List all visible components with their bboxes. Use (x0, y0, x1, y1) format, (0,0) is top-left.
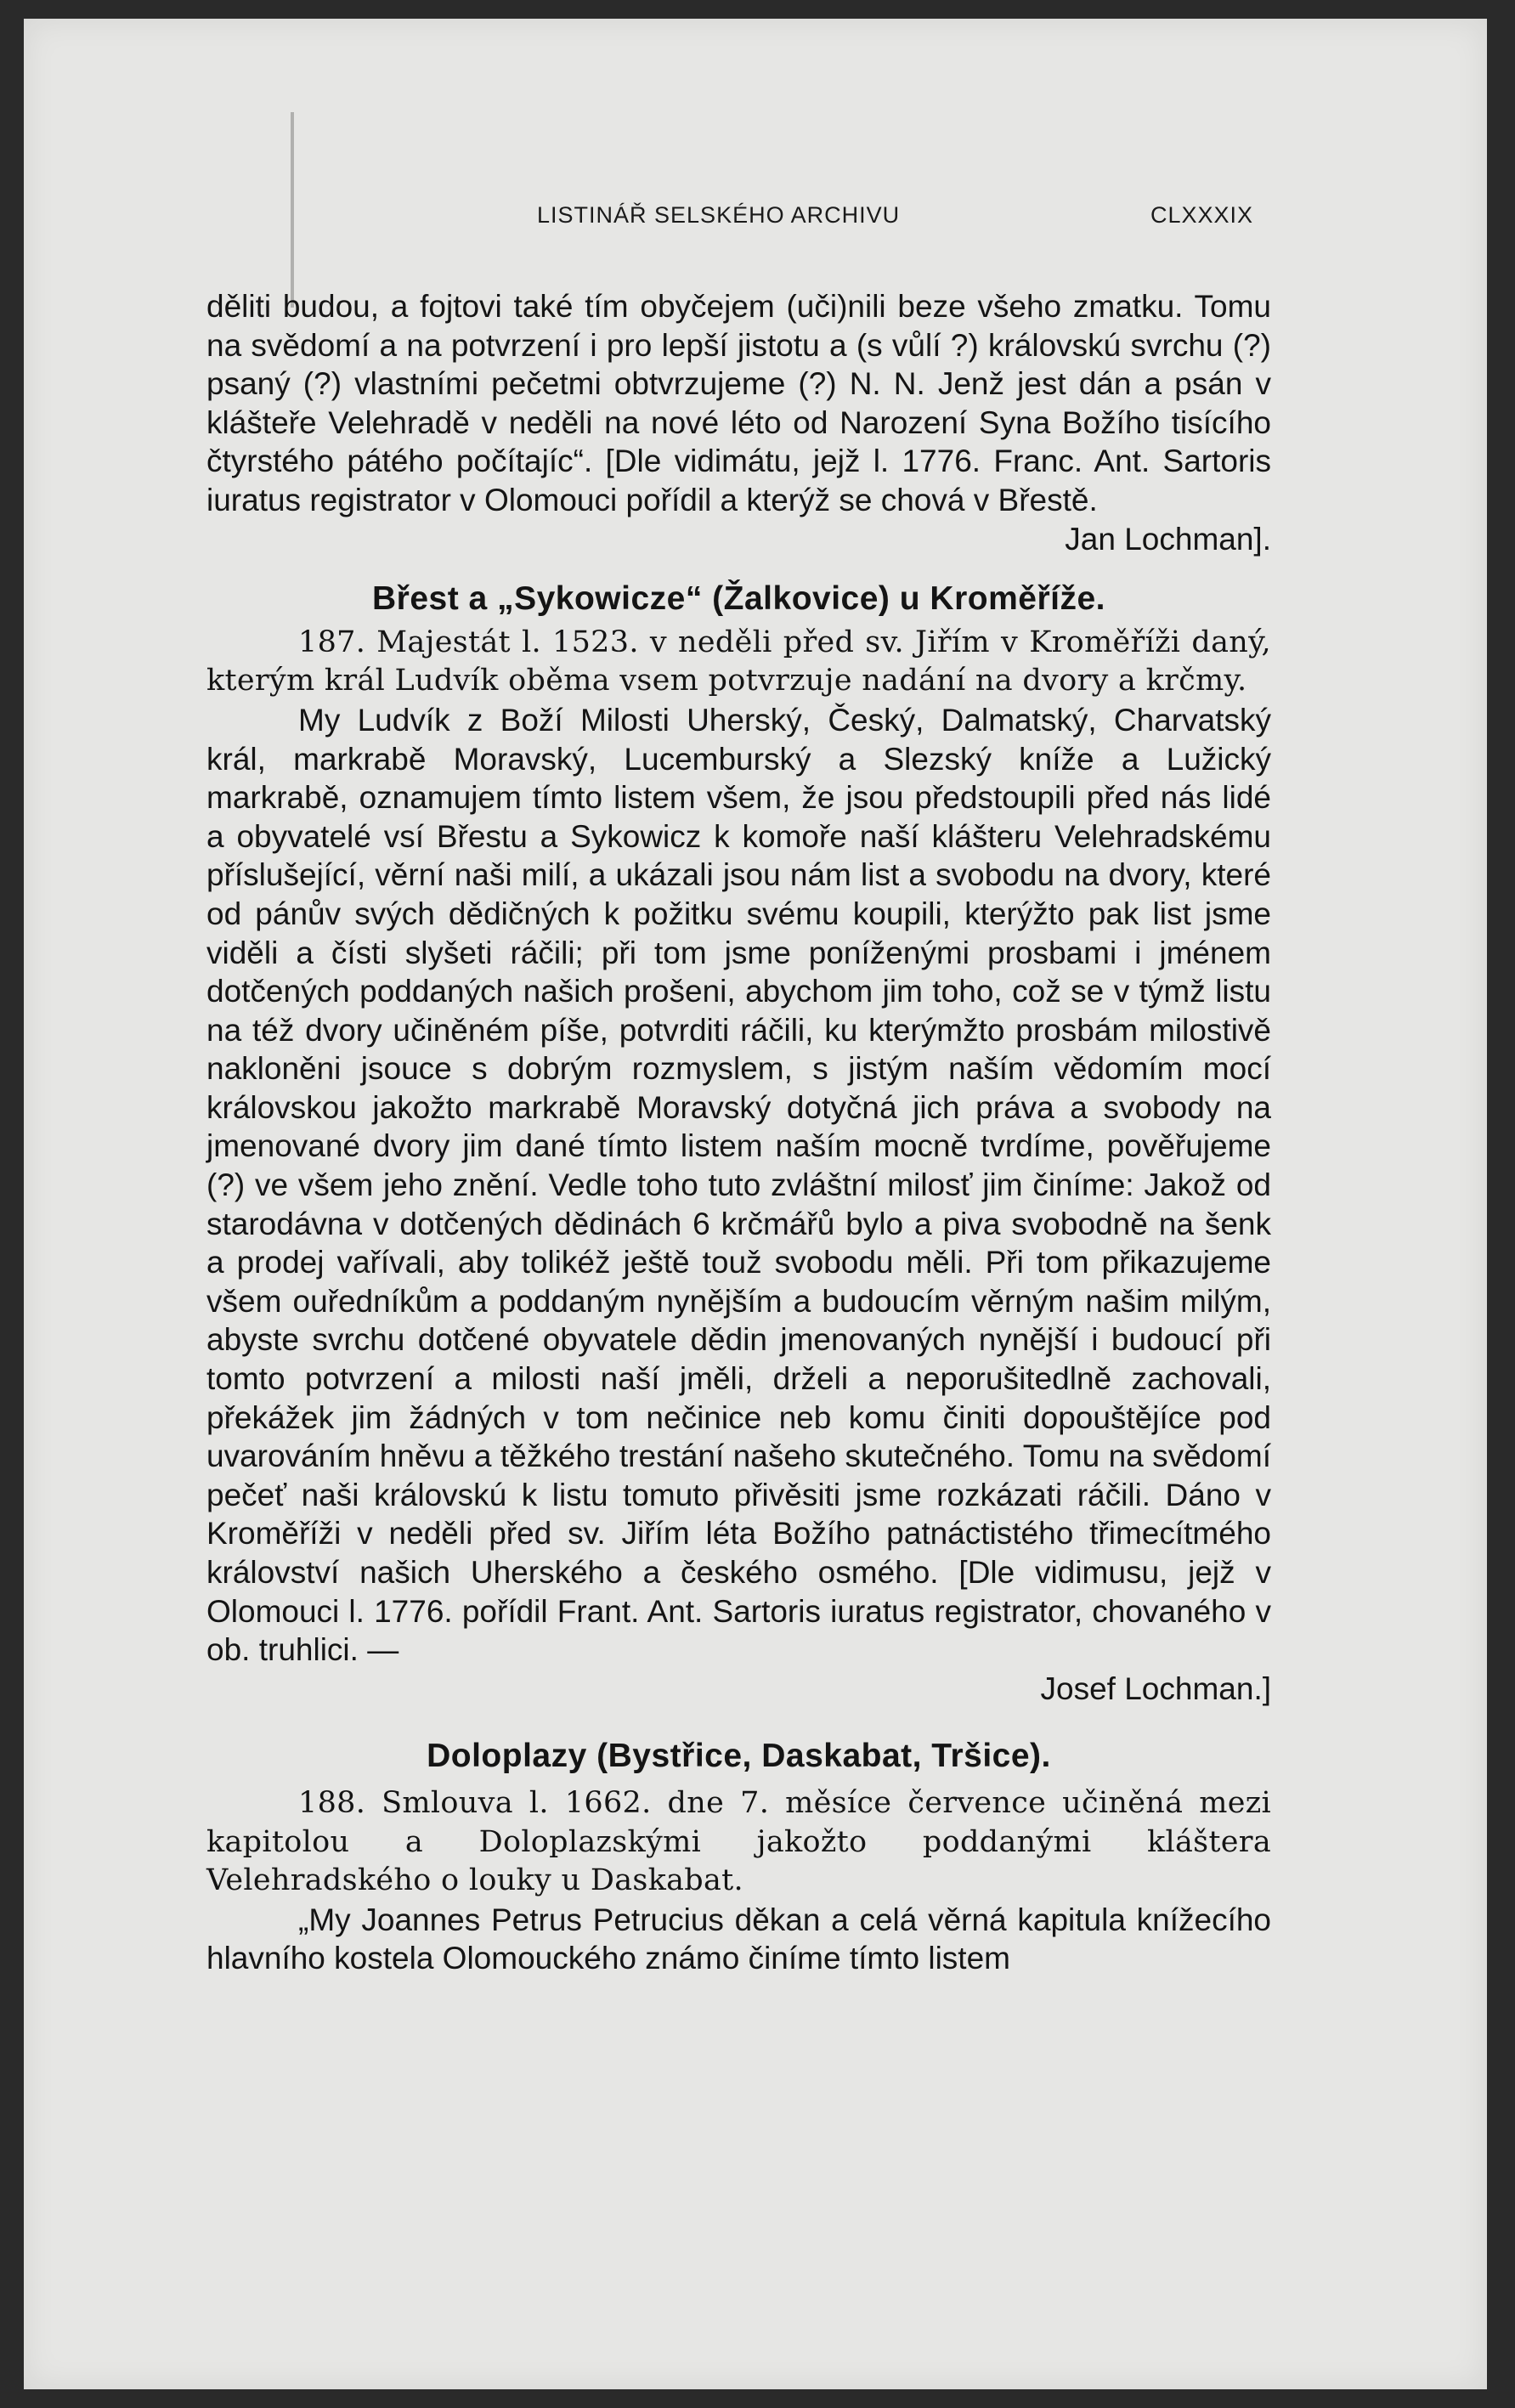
section-heading-doloplazy: Doloplazy (Bystřice, Daskabat, Tršice). (427, 1738, 1051, 1775)
text-body (206, 287, 1271, 1978)
charter-text-187: My Ludvík z Boží Milosti Uherský, Český, Dalmatský, Charvatský král, markrabě Moravský, Lucemburský a Slezský kníže a Lužický markrabě, oznamujem tímto listem všem, že jsou předstoupili před nás lidé a obyvatelé vsí Břestu a Sykowicz k komoře naší klášteru Velehradskému příslušející, věrní naši milí, a ukázali jsou nám list a svobodu na dvory, které od pánův svých dědičných k požitku svému koupili, kterýžto pak list jsme viděli a čísti slyšeti ráčili; při tom jsme poníženými prosbami i jménem dotčených poddaných našich prošeni, abychom jim toho, což se v týmž listu na též dvory učiněném píše, potvrditi ráčili, ku kterýmžto prosbám milostivě nakloněni jsouce s dobrým rozmyslem, s jistým naším vědomím mocí královskou jakožto markrabě Moravský dotyčná jich práva a svobody na jmenované dvory jim dané tímto listem naším mocně tvrdíme, pověřujeme (?) ve všem jeho znění. Vedle toho tuto zvláštní milosť jim činíme: Jakož od starodávna v dotčených dědinách 6 krčmářů bylo a piva svobodně na šenk a prodej vařívali, aby tolikéž ještě touž svobodu měli. Při tom přikazujeme všem ouředníkům a poddaným nynějším a budoucím věrným našim milým, abyste svrchu dotčené obyvatele dědin jmenovaných nynější i budoucí při tomto potvrzení a milosti naší jměli, drželi a neporušitedlně zachovali, překážek jim žádných v tom nečinice neb komu činiti dopouštějíce pod uvarováním hněvu a těžkého trestání našeho skutečného. Tomu na svědomí pečeť naši královskú k listu tomuto přivěsiti jsme rozkázati ráčili. Dáno v Kroměříži v neděli před sv. Jiřím léta Božího patnáctistého třimecítmého království našich Uherského a českého osmého. [Dle vidimusu, jejž v Olomouci l. 1776. pořídil Frant. Ant. Sartoris iuratus registrator, chovaného v ob. truhlici. — (206, 702, 1271, 1668)
signature-lochman-jan: Jan Lochman]. (1065, 521, 1271, 557)
signature-lochman-josef: Josef Lochman.] (1040, 1670, 1271, 1706)
document-summary-187: 187. Majestát l. 1523. v neděli před sv. Jiřím v Kroměříži daný, kterým král Ludvík oběma vsem potvrzuje nadání na dvory a krčmy. (206, 625, 1271, 698)
running-title: LISTINÁŘ SELSKÉHO ARCHIVU (537, 202, 901, 228)
paragraph-continuation: děliti budou, a fojtovi také tím obyčejem (uči)nili beze všeho zmatku. Tomu na svědomí a na potvrzení i pro lepší jistotu a (s vůlí ?) královskú svrchu (?) psaný (?) vlastními pečetmi obtvrzujeme (?) N. N. Jenž jest dán a psán v klášteře Velehradě v neděli na nové léto od Narození Syna Božího tisícího čtyrstého pátého počítajíc“. [Dle vidimátu, jejž l. 1776. Franc. Ant. Sartoris iuratus registrator v Olomouci pořídil a kterýž se chová v Břestě. (206, 289, 1271, 517)
charter-text-188: „My Joannes Petrus Petrucius děkan a celá věrná kapitula knížecího hlavního kostela Olomouckého známo činíme tímto listem (206, 1902, 1271, 1976)
page-number: CLXXXIX (1150, 202, 1254, 228)
document-summary-188: 188. Smlouva l. 1662. dne 7. měsíce července učiněná mezi kapitolou a Doloplazskými jakožto poddanými kláštera Velehradského o louky u Daskabat. (206, 1785, 1271, 1898)
running-head (0, 202, 1515, 236)
section-heading-brest: Břest a „Sykowicze“ (Žalkovice) u Kroměříže. (372, 580, 1105, 618)
